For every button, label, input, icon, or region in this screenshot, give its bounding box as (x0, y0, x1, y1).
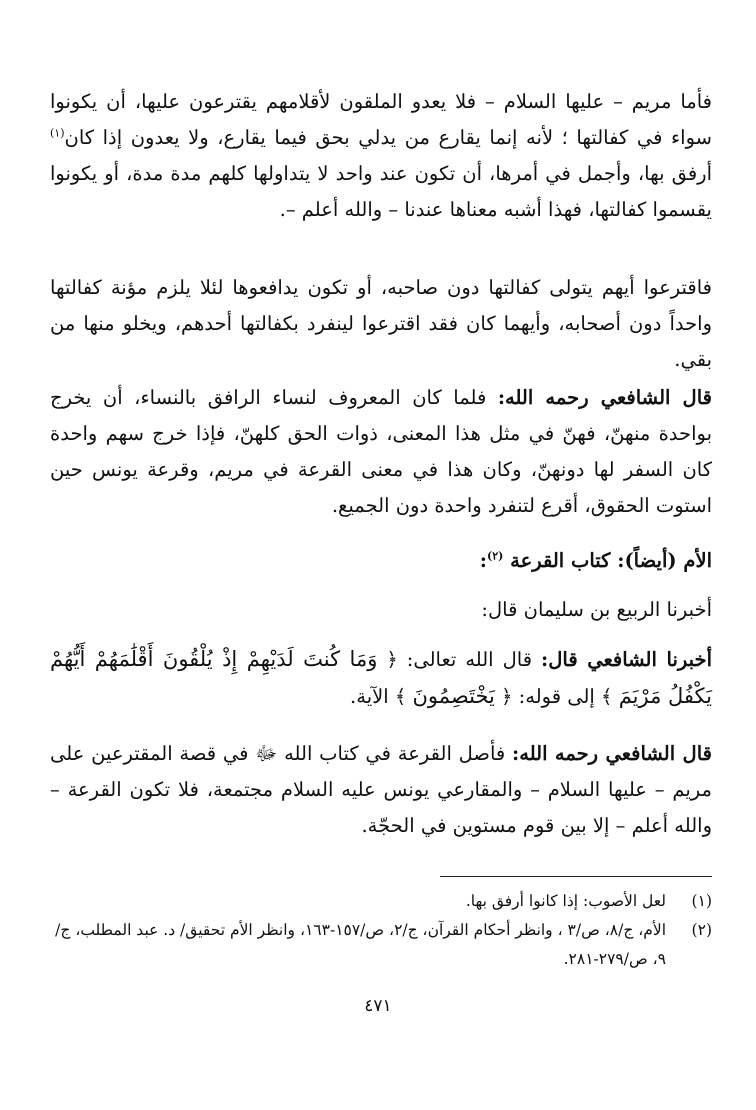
paragraph-text: فلما كان المعروف لنساء الرافق بالنساء، أن يخرج بواحدة منهنّ، فهنّ في مثل هذا المعنى، ذوات الحق كلهنّ، فإذا خرج سهم واحدة كان السفر لها دونهنّ، وكان هذا في معنى القرعة في مريم، وقرعة يونس حين استوت الحقوق، أقرع لتنفرد واحدة دون الجميع. (50, 386, 712, 517)
footnote-number: (٢) (691, 921, 712, 939)
paragraph-verse (50, 641, 712, 715)
footnote-text: الأم، ج/٨، ص/٣ ، وانظر أحكام القرآن، ج/٢، ص/١٥٧-١٦٣، وانظر الأم تحقيق/ د. عبد المطلب، ج/٩، ص/٢٧٩-٢٨١. (55, 921, 666, 968)
section-heading (50, 543, 712, 579)
footnote-divider (440, 876, 712, 877)
paragraph-text-cont: أرفق بها، وأجمل في أمرها، أن تكون عند واحد لا يتداولها كلهم مدة مدة، أو يكونوا يقسموا كفالتها، فهذا أشبه معناها عندنا – والله أعلم –. (50, 162, 712, 221)
heading-text: الأم (أيضاً): كتاب القرعة (510, 549, 712, 572)
quran-verse: وَمَا كُنتَ لَدَيْهِمْ إِذْ يُلْقُونَ أَقْلَٰمَهُمْ أَيُّهُمْ يَكْفُلُ مَرْيَمَ (50, 647, 712, 708)
quran-verse-end: يَخْتَصِمُونَ (412, 684, 495, 708)
paragraph-shafii-1 (50, 380, 712, 524)
footnote-text: لعل الأصوب: إذا كانوا أرفق بها. (465, 892, 666, 910)
paragraph-text: فاقترعوا أيهم يتولى كفالتها دون صاحبه، أو تكون يدافعوها لئلا يلزم مؤنة كفالتها واحداً دون أصحابه، وأيهما كان فقد اقترعوا لينفرد بكفالتها أحدهم، ويخلو منها من بقي. (50, 276, 712, 371)
speaker-label: أخبرنا الشافعي قال: (541, 648, 712, 671)
paragraph-isnad (50, 592, 712, 628)
heading-colon: : (479, 549, 487, 572)
paragraph-text: قال الله تعالى: ﴿ (377, 648, 542, 671)
paragraph-text: فأصل القرعة في كتاب الله ﷻ في قصة المقترعين على مريم – عليها السلام – والمقارعي يونس عليه السلام مجتمعة، فلا تكون القرعة – والله أعلم – إلا بين قوم مستوين في الحجّة. (50, 742, 712, 837)
speaker-label: قال الشافعي رحمه الله: (512, 742, 712, 765)
footnote-number: (١) (691, 892, 712, 910)
footnote-ref-2: (٢) (486, 549, 504, 563)
footnote-item (50, 916, 712, 974)
paragraph-shafii-2 (50, 736, 712, 844)
page-number: ٤٧١ (364, 996, 392, 1016)
footnote-ref-1: (١) (50, 126, 65, 140)
footnote-item (50, 887, 712, 916)
paragraph-iqtira (50, 270, 712, 378)
paragraph-text: فأما مريم – عليها السلام – فلا يعدو الملقون لأقلامهم يقترعون عليها، أن يكونوا سواء في كفالتها ؛ لأنه إنما يقارع من يدلي بحق فيما يقارع، ولا يعدون إذا كان (50, 90, 712, 149)
paragraph-text: ﴾ الآية. (350, 685, 413, 708)
speaker-label: قال الشافعي رحمه الله: (497, 386, 712, 409)
footnotes (50, 887, 712, 974)
paragraph-maryam (50, 84, 712, 228)
paragraph-text: ﴾ إلى قوله: ﴿ (494, 685, 619, 708)
paragraph-text: أخبرنا الربيع بن سليمان قال: (481, 598, 712, 621)
